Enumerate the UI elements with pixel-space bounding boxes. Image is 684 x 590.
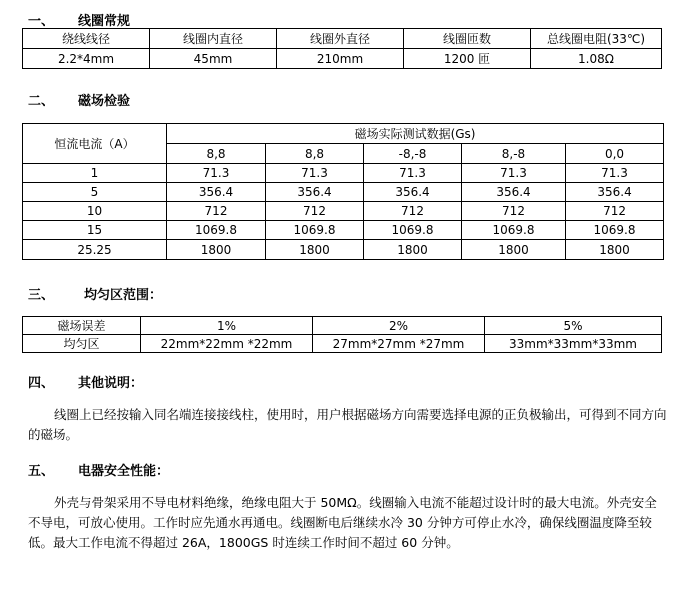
section1-heading: [28, 10, 131, 29]
field-value-cell: 1069.8: [364, 221, 462, 240]
uniform-header-cell: 磁场误差: [23, 317, 141, 335]
field-data-header: 磁场实际测试数据(Gs): [167, 124, 664, 144]
section1-number: 一、: [28, 14, 55, 29]
coil-value-cell: 210mm: [277, 49, 404, 69]
section3-number: 三、: [28, 288, 55, 303]
section5-paragraph: [28, 493, 668, 553]
section4-heading: [28, 372, 144, 391]
field-value-cell: 1069.8: [266, 221, 364, 240]
table-row: [23, 164, 664, 183]
current-cell: 1: [23, 164, 167, 183]
section5-title: 电器安全性能：: [78, 464, 170, 479]
field-value-cell: 356.4: [266, 183, 364, 202]
field-value-cell: 1800: [266, 240, 364, 260]
section4-number: 四、: [28, 376, 55, 391]
field-value-cell: 356.4: [364, 183, 462, 202]
field-value-cell: 1069.8: [167, 221, 266, 240]
coil-spec-table: [22, 28, 662, 69]
section4-paragraph: [28, 405, 668, 445]
field-column-header: 8,-8: [462, 144, 566, 164]
current-cell: 10: [23, 202, 167, 221]
field-column-header: 0,0: [566, 144, 664, 164]
field-value-cell: 1069.8: [462, 221, 566, 240]
field-value-cell: 1800: [462, 240, 566, 260]
field-column-header: -8,-8: [364, 144, 462, 164]
section1-title: 线圈常规: [78, 14, 131, 29]
field-value-cell: 712: [364, 202, 462, 221]
section3-title: 均匀区范围：: [84, 288, 163, 303]
section4-title: 其他说明：: [78, 376, 144, 391]
field-value-cell: 1800: [566, 240, 664, 260]
section4-text: 线圈上已经按输入同名端连接接线柱，使用时，用户根据磁场方向需要选择电源的正负极输出，可得到不同方向的磁场。: [28, 407, 667, 442]
current-cell: 5: [23, 183, 167, 202]
uniform-value-cell: 27mm*27mm *27mm: [313, 335, 485, 353]
field-value-cell: 712: [566, 202, 664, 221]
field-value-cell: 356.4: [566, 183, 664, 202]
table-row: [23, 221, 664, 240]
uniform-header-cell: 1%: [141, 317, 313, 335]
field-value-cell: 712: [462, 202, 566, 221]
section2-heading: [28, 90, 131, 109]
uniform-header-cell: 2%: [313, 317, 485, 335]
table-row: [23, 202, 664, 221]
coil-header-cell: 总线圈电阻(33℃): [531, 29, 662, 49]
coil-header-cell: 绕线线径: [23, 29, 150, 49]
field-value-cell: 71.3: [364, 164, 462, 183]
magnetic-field-table: [22, 123, 664, 260]
field-value-cell: 356.4: [462, 183, 566, 202]
coil-header-cell: 线圈匝数: [404, 29, 531, 49]
section5-number: 五、: [28, 464, 55, 479]
field-value-cell: 356.4: [167, 183, 266, 202]
field-value-cell: 1069.8: [566, 221, 664, 240]
section5-heading: [28, 460, 170, 479]
table-row: [23, 240, 664, 260]
uniform-value-cell: 33mm*33mm*33mm: [485, 335, 662, 353]
section3-heading: [28, 284, 163, 303]
field-value-cell: 71.3: [167, 164, 266, 183]
section5-text: 外壳与骨架采用不导电材料绝缘，绝缘电阻大于 50MΩ。线圈输入电流不能超过设计时的最大电流。外壳安全不导电，可放心使用。工作时应先通水再通电。线圈断电后继续水冷 30 分钟方可停止水冷，确保线圈温度降至较低。最大工作电流不得超过 26A，1800GS 时连续工作时间不超过 60 分钟。: [28, 495, 657, 550]
field-column-header: 8,8: [266, 144, 364, 164]
uniform-value-cell: 22mm*22mm *22mm: [141, 335, 313, 353]
coil-value-cell: 45mm: [150, 49, 277, 69]
coil-header-cell: 线圈内直径: [150, 29, 277, 49]
field-value-cell: 71.3: [566, 164, 664, 183]
current-cell: 25.25: [23, 240, 167, 260]
coil-header-cell: 线圈外直径: [277, 29, 404, 49]
field-column-header: 8,8: [167, 144, 266, 164]
coil-value-cell: 1200 匝: [404, 49, 531, 69]
field-value-cell: 712: [266, 202, 364, 221]
field-value-cell: 712: [167, 202, 266, 221]
field-value-cell: 1800: [167, 240, 266, 260]
current-cell: 15: [23, 221, 167, 240]
uniform-region-table: [22, 316, 662, 353]
current-header: 恒流电流（A）: [23, 124, 167, 164]
coil-value-cell: 2.2*4mm: [23, 49, 150, 69]
section2-number: 二、: [28, 94, 55, 109]
field-value-cell: 71.3: [462, 164, 566, 183]
field-value-cell: 1800: [364, 240, 462, 260]
table-row: [23, 183, 664, 202]
uniform-header-cell: 5%: [485, 317, 662, 335]
uniform-value-cell: 均匀区: [23, 335, 141, 353]
section2-title: 磁场检验: [78, 94, 131, 109]
field-value-cell: 71.3: [266, 164, 364, 183]
coil-value-cell: 1.08Ω: [531, 49, 662, 69]
